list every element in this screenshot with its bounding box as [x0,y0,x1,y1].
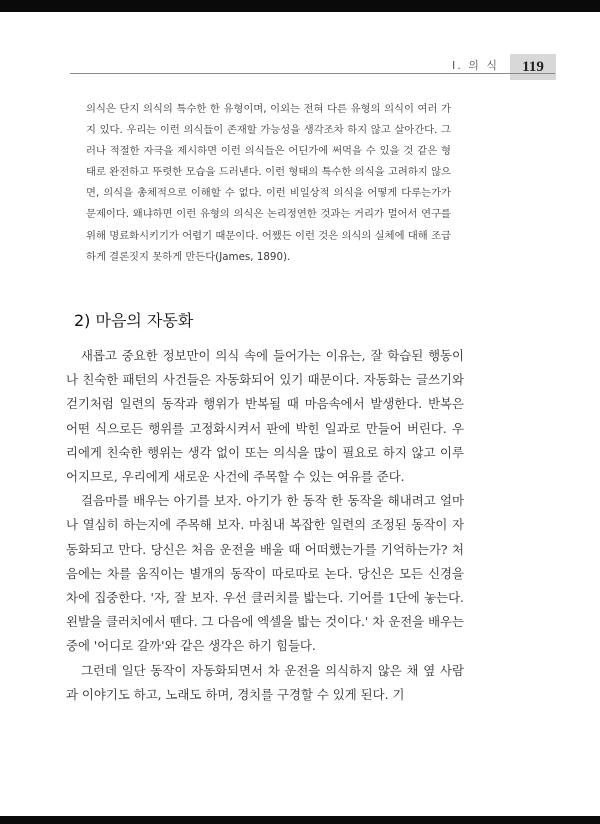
paragraph-1: 새롭고 중요한 정보만이 의식 속에 들어가는 이유는, 잘 학습된 행동이나 친숙한 패턴의 사건들은 자동화되어 있기 때문이다. 자동화는 글쓰기와 걷기처럼 일련의 동작과 행위가 반복될 때 마음속에서 발생한다. 반복은 어떤 식으로든 행위를 고정화시켜서 판에 박힌 일과로 만들어 버린다. 우리에게 친숙한 행위는 생각 없이 또는 의식을 많이 필요로 하지 않고 이루어지므로, 우리에게 새로운 사건에 주목할 수 있는 여유를 준다. [66,348,464,485]
paragraph-3: 그런데 일단 동작이 자동화되면서 차 운전을 의식하지 않은 채 옆 사람과 이야기도 하고, 노래도 하며, 경치를 구경할 수 있게 된다. 기 [66,662,464,702]
top-border [0,0,600,12]
block-quote: 의식은 단지 의식의 특수한 한 유형이며, 이외는 전혀 다른 유형의 의식이 여러 가지 있다. 우리는 이런 의식들이 존재할 가능성을 생각조차 하지 않고 살아간다. 그러나 적절한 자극을 제시하면 이런 의식들은 어딘가에 써먹을 수 있을 것 같은 형태로 완전하고 뚜렷한 모습을 드러낸다. 이런 형태의 특수한 의식을 고려하지 않으면, 의식을 총체적으로 이해할 수 없다. 이런 비일상적 의식을 어떻게 다루는가가 문제이다. 왜냐하면 이런 유형의 의식은 논리정연한 것과는 거리가 멀어서 연구를 위해 명료화시키기가 어렵기 때문이다. 어쨌든 이런 것은 의식의 실체에 대해 조급하게 결론짓지 못하게 만든다(James, 1890). [86,103,451,263]
section-heading: 2) 마음의 자동화 [74,311,194,330]
page-number: 119 [510,54,556,80]
paragraph-2: 걸음마를 배우는 아기를 보자. 아기가 한 동작 한 동작을 해내려고 얼마나 열심히 하는지에 주목해 보자. 마침내 복잡한 일련의 조정된 동작이 자동화되고 만다. 당신은 처음 운전을 배울 때 어떠했는가를 기억하는가? 처음에는 차를 움직이는 별개의 동작이 따로따로 논다. 당신은 모든 신경을 차에 집중한다. '자, 잘 보자. 우선 클러치를 밟는다. 기어를 1단에 놓는다. 왼발을 클러치에서 뗀다. 그 다음에 엑셀을 밟는 것이다.' 차 운전을 배우는 중에 '어디로 갈까'와 같은 생각은 하기 힘들다. [66,493,464,654]
bottom-border [0,816,600,824]
running-head: I. 의 식 [452,59,499,72]
body-text [66,344,464,707]
header-rule [70,73,555,74]
